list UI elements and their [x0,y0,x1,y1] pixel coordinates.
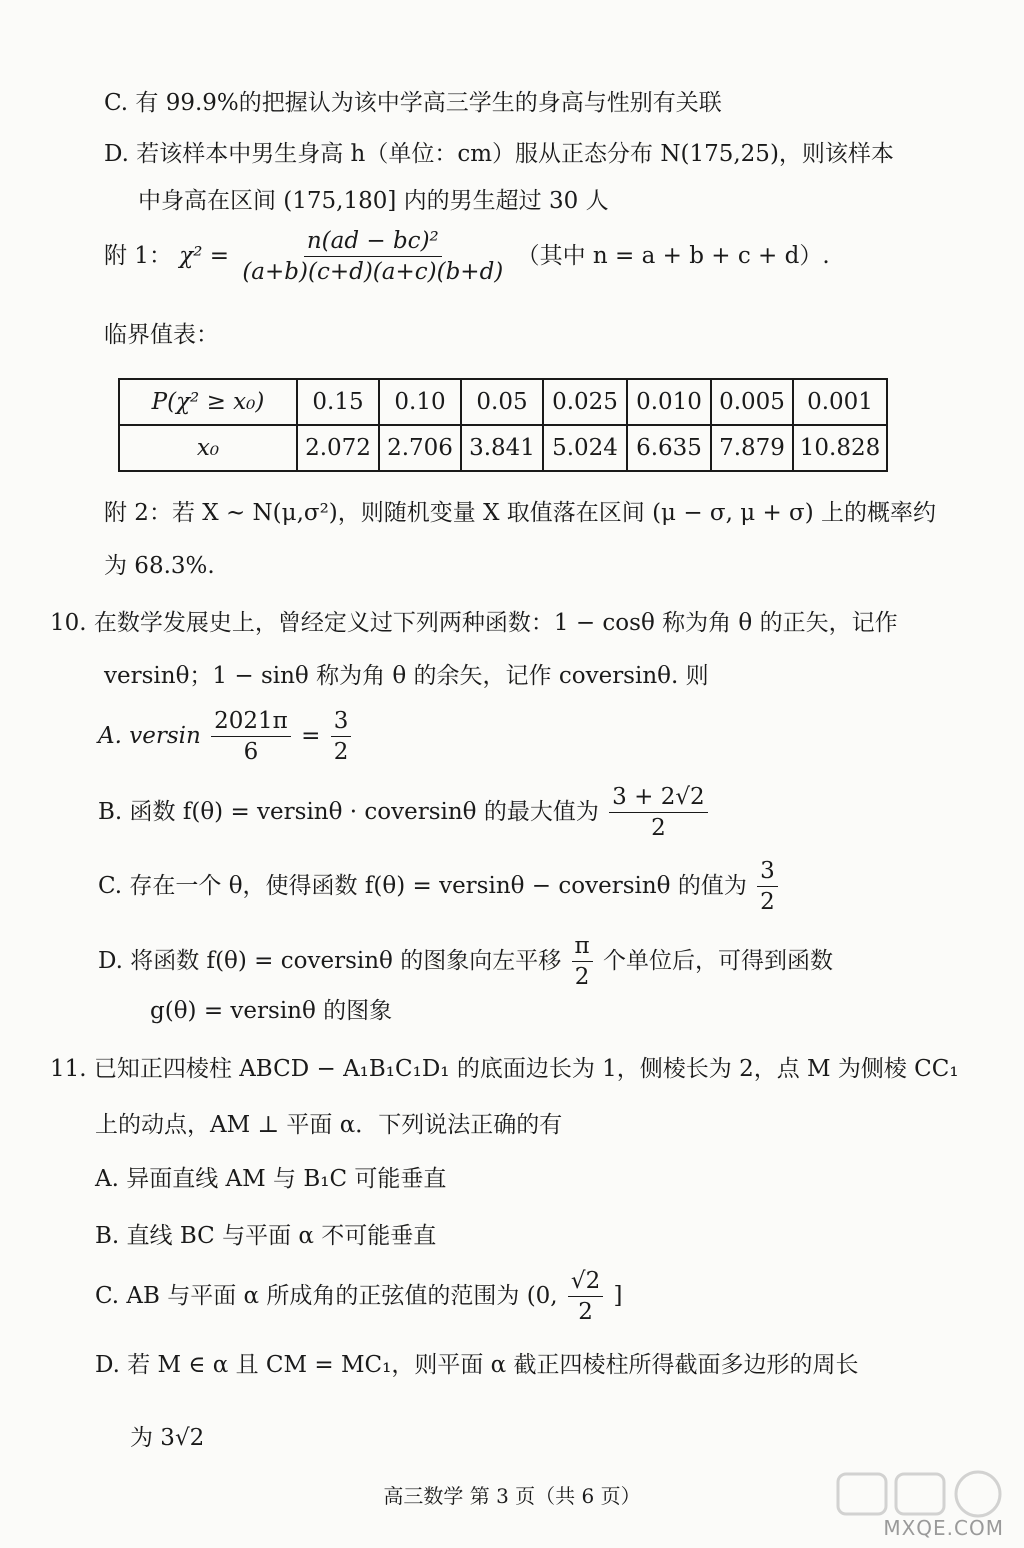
appendix2-line1: 附 2：若 X ~ N(μ,σ²)，则随机变量 X 取值落在区间 (μ − σ, μ + σ) 上的概率约 [104,500,937,526]
q10-stem-line1: 10. 在数学发展史上，曾经定义过下列两种函数：1 − cosθ 称为角 θ 的正矢，记作 [50,610,898,636]
q9-option-c: C. 有 99.9%的把握认为该中学高三学生的身高与性别有关联 [104,90,722,116]
q10-a-denominator: 6 [243,739,259,766]
table-cell: 5.024 [543,425,627,471]
table-cell: 0.001 [793,379,887,425]
table-cell: 0.025 [543,379,627,425]
critical-value-table [118,378,888,472]
table-cell: 2.706 [379,425,461,471]
table-row-head-p: P(χ² ≥ x₀) [119,379,297,425]
q10-a-result-denominator: 2 [333,739,349,766]
q10-a-result-numerator: 3 [331,708,352,737]
q11-option-d-line1: D. 若 M ∈ α 且 CM = MC₁，则平面 α 截正四棱柱所得截面多边形的周长 [95,1352,859,1378]
table-cell: 0.05 [461,379,543,425]
q9-option-d-line1: D. 若该样本中男生身高 h（单位：cm）服从正态分布 N(175,25)，则该样本 [104,141,894,167]
table-cell: 10.828 [793,425,887,471]
q10-d-denominator: 2 [574,964,590,991]
table-row-head-x: x₀ [119,425,297,471]
q11-option-d-line2: 为 3√2 [130,1425,205,1451]
chi-square-numerator: n(ad − bc)² [304,228,442,257]
page-footer: 高三数学 第 3 页（共 6 页） [383,1484,641,1508]
q10-stem-line2: versinθ；1 − sinθ 称为角 θ 的余矢，记作 coversinθ. 则 [104,663,709,689]
q10-a-equals: = [301,722,321,749]
q10-option-c [98,858,781,916]
q10-b-prefix: B. 函数 f(θ) = versinθ · coversinθ 的最大值为 [98,798,599,825]
table-cell: 0.15 [297,379,379,425]
table-cell: 3.841 [461,425,543,471]
appendix2-line2: 为 68.3%. [104,553,215,579]
appendix1-label: 附 1： [104,242,172,269]
q10-c-fraction [757,858,778,916]
q10-a-fraction [211,708,291,766]
q10-c-prefix: C. 存在一个 θ，使得函数 f(θ) = versinθ − coversinθ 的值为 [98,872,747,899]
critical-table-title: 临界值表： [104,322,219,348]
q11-option-c [95,1268,623,1326]
q10-option-a [98,708,354,766]
q10-c-numerator: 3 [757,858,778,887]
watermark-text: MXQE.COM [883,1516,1004,1540]
q10-option-b [98,784,711,842]
chi-square-note: （其中 n = a + b + c + d）. [516,242,830,269]
chi-square-fraction [239,228,506,286]
q11-option-a: A. 异面直线 AM 与 B₁C 可能垂直 [95,1166,447,1192]
table-row [119,379,887,425]
q11-c-fraction [568,1268,603,1326]
q10-a-result-fraction [331,708,352,766]
table-cell: 0.005 [711,379,793,425]
chi-square-denominator: (a+b)(c+d)(a+c)(b+d) [242,259,504,286]
table-row [119,425,887,471]
q10-b-denominator: 2 [651,815,666,842]
table-cell: 2.072 [297,425,379,471]
q10-d-suffix: 个单位后，可得到函数 [602,947,833,974]
table-cell: 0.10 [379,379,461,425]
q10-c-denominator: 2 [760,889,775,916]
q11-stem-line1: 11. 已知正四棱柱 ABCD − A₁B₁C₁D₁ 的底面边长为 1，侧棱长为 2，点 M 为侧棱 CC₁ [50,1056,959,1082]
q11-c-prefix: C. AB 与平面 α 所成角的正弦值的范围为 (0, [95,1282,558,1309]
q10-option-d-line2: g(θ) = versinθ 的图象 [150,998,393,1024]
q11-stem-line2: 上的动点，AM ⊥ 平面 α．下列说法正确的有 [95,1112,563,1138]
q11-c-denominator: 2 [578,1299,593,1326]
table-cell: 6.635 [627,425,711,471]
appendix1-formula [104,228,830,286]
chi-square-lhs: χ² = [179,242,230,269]
table-cell: 7.879 [711,425,793,471]
table-cell: 0.010 [627,379,711,425]
q10-d-numerator: π [572,933,593,962]
q11-c-numerator: √2 [568,1268,603,1297]
q10-b-numerator: 3 + 2√2 [609,784,707,813]
q10-option-d-line1 [98,933,833,991]
q11-c-suffix: ] [613,1282,623,1309]
q10-a-numerator: 2021π [211,708,291,737]
q10-a-prefix: A. versin [98,722,201,749]
q10-d-fraction [572,933,593,991]
q10-d-prefix: D. 将函数 f(θ) = coversinθ 的图象向左平移 [98,947,562,974]
q11-option-b: B. 直线 BC 与平面 α 不可能垂直 [95,1223,437,1249]
q10-b-fraction [609,784,707,842]
q9-option-d-line2: 中身高在区间 (175,180] 内的男生超过 30 人 [138,188,609,214]
